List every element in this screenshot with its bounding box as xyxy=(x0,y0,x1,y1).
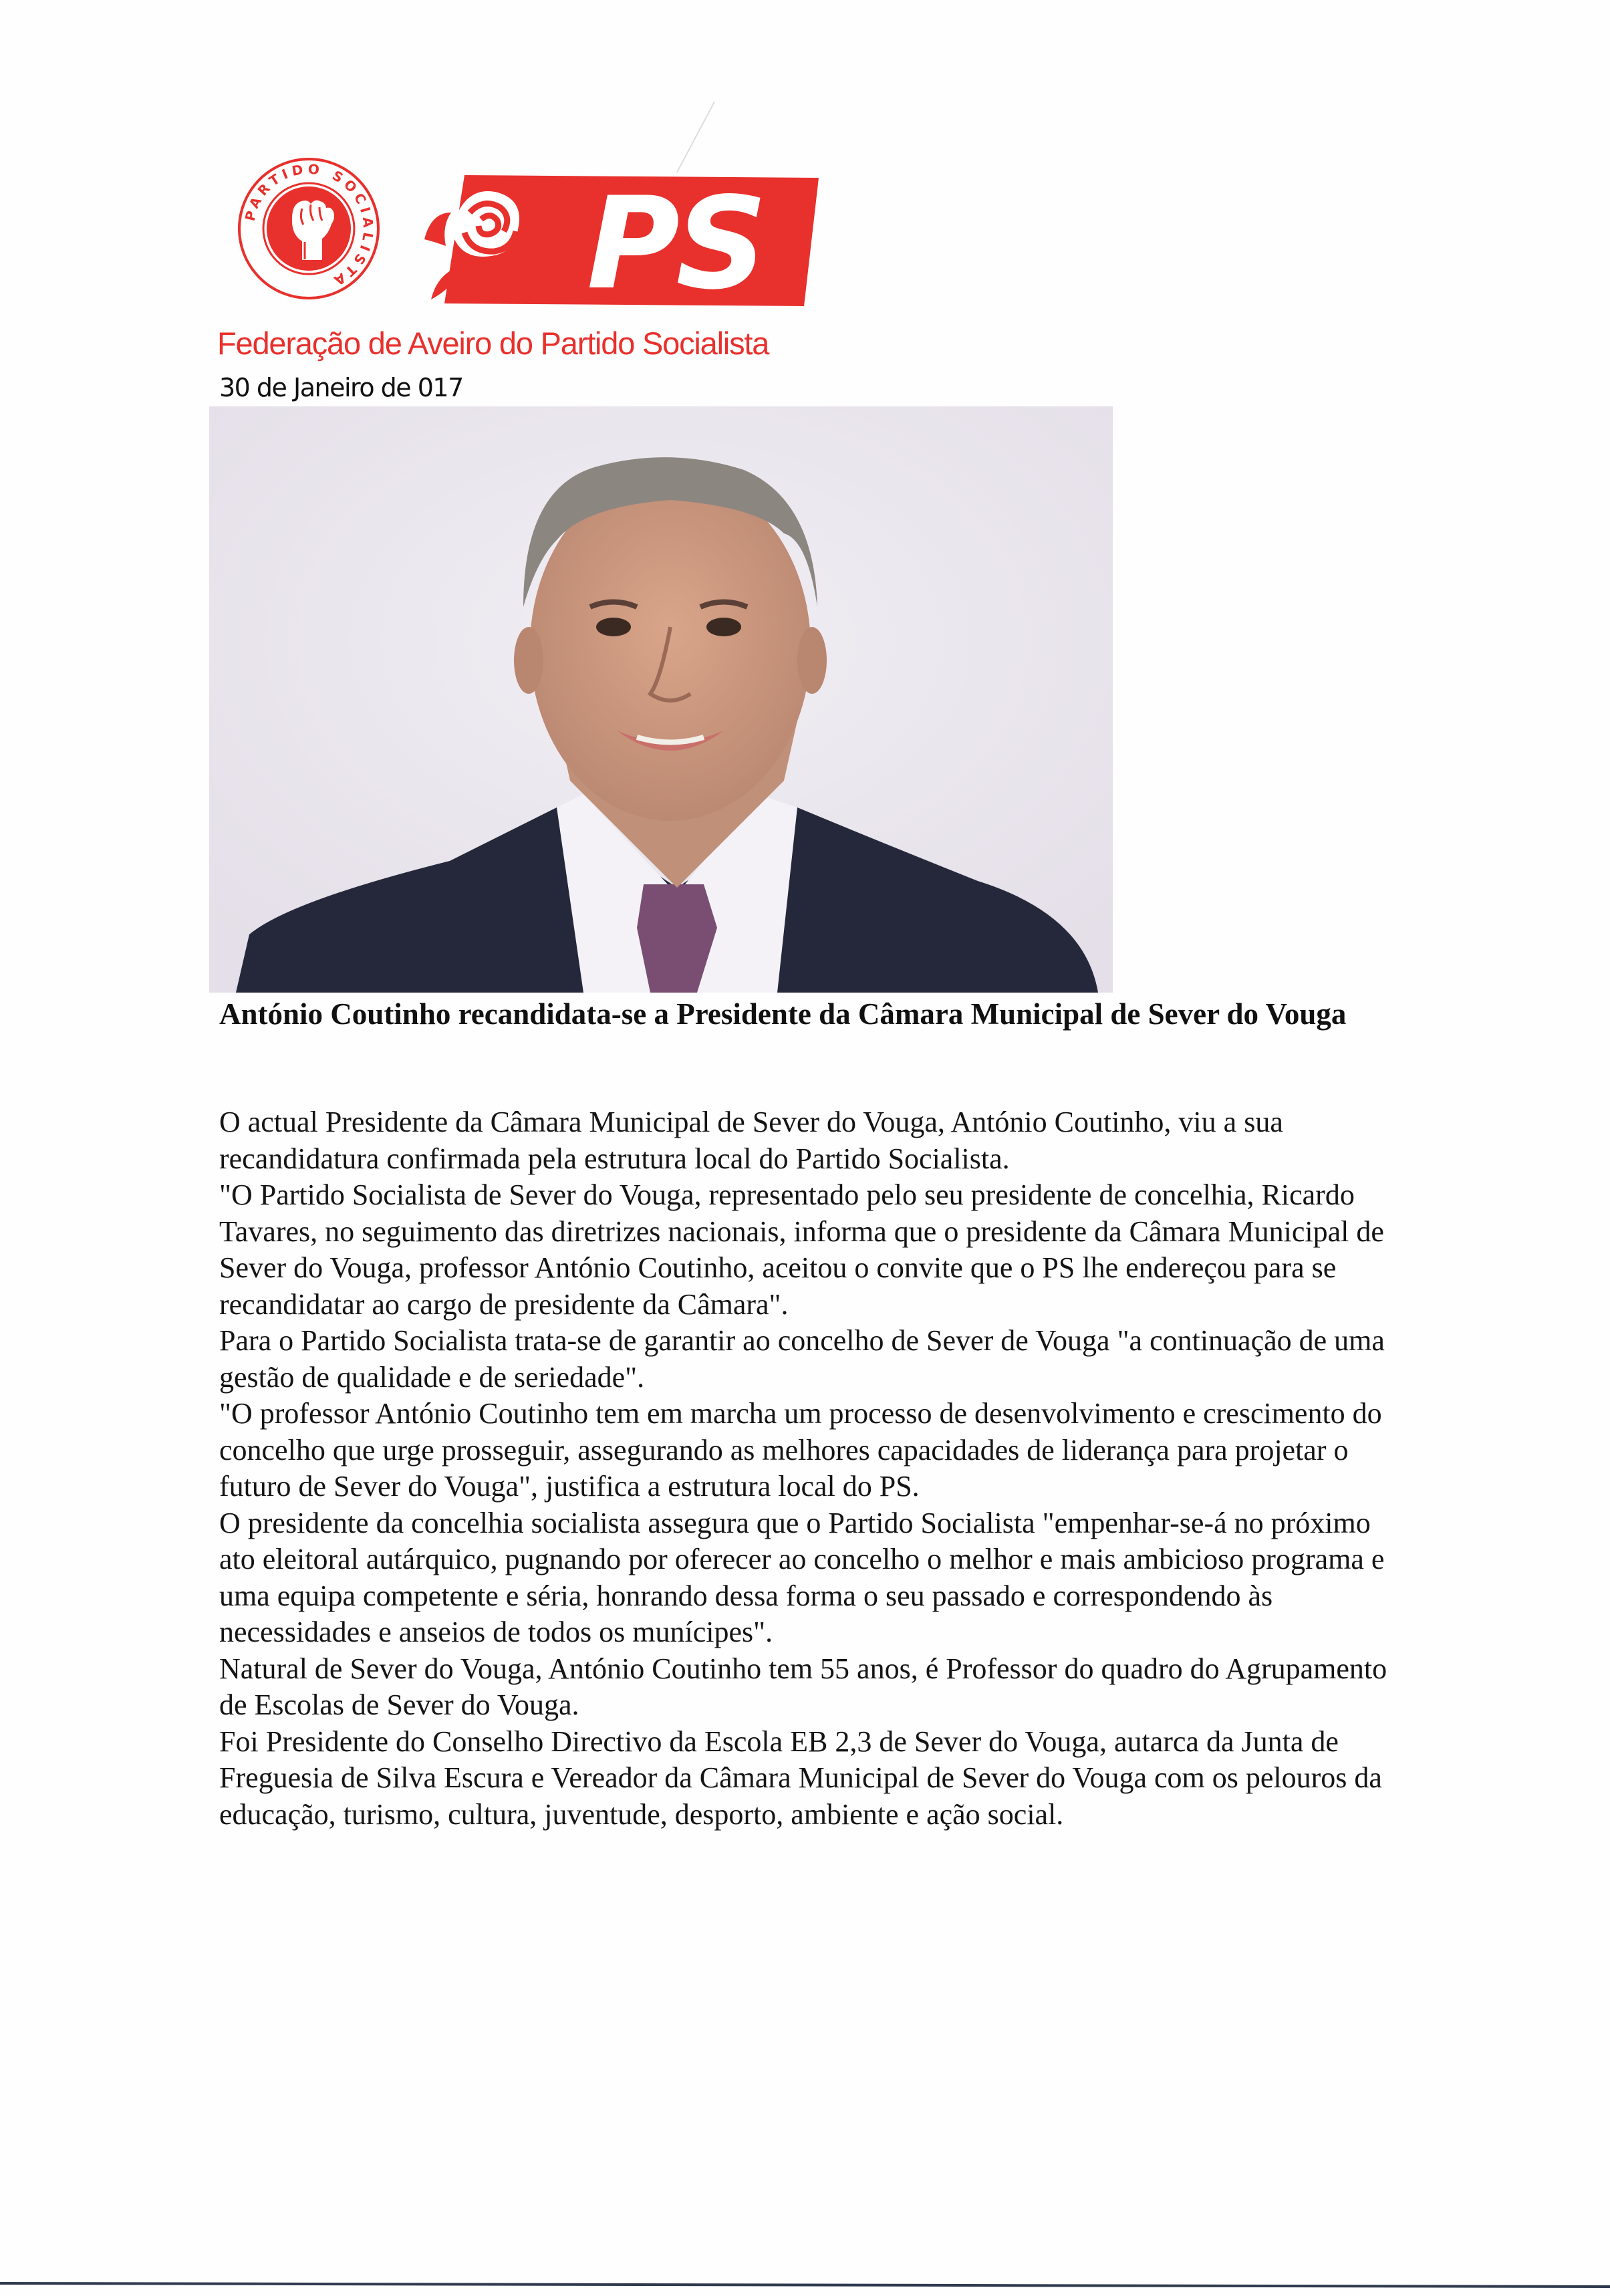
portrait-photo xyxy=(209,406,1113,993)
paragraph: "O Partido Socialista de Sever do Vouga, representado pelo seu presidente de concelhia, Ricardo Tavares, no seguimento das diretrizes nacionais, informa que o presidente da Câmara Municipal de Sever do Vouga, professor António Coutinho, aceitou o convite que o PS lhe endereçou para se recandidatar ao cargo de presidente da Câmara". xyxy=(219,1178,1384,1321)
ps-logo xyxy=(418,172,819,306)
ps-logo-text: PS xyxy=(586,172,764,306)
paragraph: Para o Partido Socialista trata-se de garantir ao concelho de Sever de Vouga "a continuação de uma gestão de qualidade e de seriedade". xyxy=(219,1324,1385,1394)
paragraph: Foi Presidente do Conselho Directivo da Escola EB 2,3 de Sever do Vouga, autarca da Junta de Freguesia de Silva Escura e Vereador da Câmara Municipal de Sever do Vouga com os pelouros da educação, turismo, cultura, juventude, desporto, ambiente e ação social. xyxy=(219,1725,1382,1831)
federation-name: Federação de Aveiro do Partido Socialista xyxy=(217,326,769,361)
article-title: António Coutinho recandidata-se a Presidente da Câmara Municipal de Sever do Vouga xyxy=(219,997,1347,1031)
paragraph: O presidente da concelhia socialista assegura que o Partido Socialista "empenhar-se-á no próximo ato eleitoral autárquico, pugnando por oferecer ao concelho o melhor e mais ambicioso programa e uma equipa competente e séria, honrando dessa forma o seu passado e correspondendo às necessidades e anseios de todos os munícipes". xyxy=(219,1506,1385,1648)
paragraph: "O professor António Coutinho tem em marcha um processo de desenvolvimento e crescimento do concelho que urge prosseguir, assegurando as melhores capacidades de liderança para projetar o futuro de Sever do Vouga", justifica a estrutura local do PS. xyxy=(219,1397,1382,1503)
portrait-illustration xyxy=(209,406,1113,993)
document-date: 30 de Janeiro de 017 xyxy=(219,373,463,402)
seal-text: PARTIDO SOCIALISTA xyxy=(241,160,377,291)
article-body xyxy=(219,1104,1395,1833)
page-edge-line xyxy=(0,2282,1610,2288)
paragraph: Natural de Sever do Vouga, António Coutinho tem 55 anos, é Professor do quadro do Agrupamento de Escolas de Sever do Vouga. xyxy=(219,1652,1387,1721)
paragraph: O actual Presidente da Câmara Municipal de Sever do Vouga, António Coutinho, viu a sua recandidatura confirmada pela estrutura local do Partido Socialista. xyxy=(219,1106,1283,1175)
scan-artifact xyxy=(676,102,715,173)
fist-seal-logo xyxy=(235,155,382,302)
